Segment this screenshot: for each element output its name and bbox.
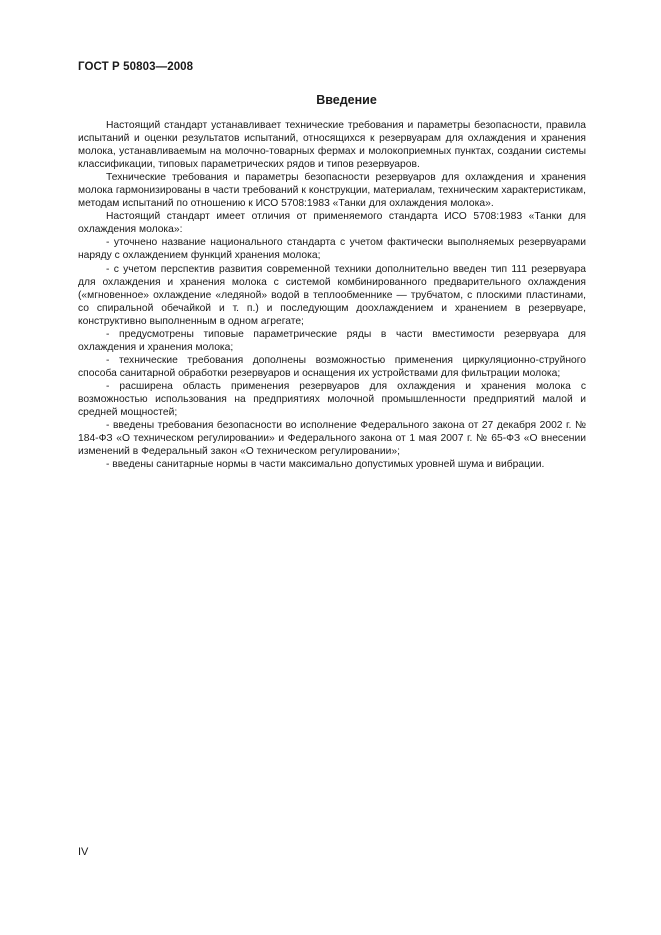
paragraph: Технические требования и параметры безопасности резервуаров для охлаждения и хранения молока гармонизированы в части требований к конструкции, материалам, техническим характеристикам, методам испытаний по отношению к ИСО 5708:1983 «Танки для охлаждения молока». — [78, 172, 586, 210]
list-item: - введены санитарные нормы в части максимально допустимых уровней шума и вибрации. — [106, 459, 545, 471]
page-number: IV — [78, 846, 89, 858]
section-title: Введение — [316, 93, 377, 107]
document-header: ГОСТ Р 50803—2008 — [78, 61, 194, 73]
list-item: - предусмотрены типовые параметрические ряды в части вместимости резервуара для охлаждения и хранения молока; — [78, 328, 586, 353]
list-item: - введены требования безопасности во исполнение Федерального закона от 27 декабря 2002 г. № 184-ФЗ «О техническом регулировании» и Федерального закона от 1 мая 2007 г. № 65-ФЗ «О внесении изменений в Федеральный закон «О техническом регулировании»; — [78, 420, 586, 458]
paragraph: Настоящий стандарт имеет отличия от применяемого стандарта ИСО 5708:1983 «Танки для охлаждения молока»: — [78, 211, 586, 236]
body-text — [78, 119, 586, 471]
paragraph: Настоящий стандарт устанавливает технические требования и параметры безопасности, правила испытаний и оценки результатов испытаний, относящихся к резервуарам для охлаждения и хранения молока, устанавливаемым на молочно-товарных фермах и молокоприемных пунктах, создании системы классификации, типовых параметрических рядов и типов резервуаров. — [78, 120, 586, 171]
list-item: - уточнено название национального стандарта с учетом фактически выполняемых резервуарами наряду с охлаждением функций хранения молока; — [78, 237, 586, 262]
list-item: - расширена область применения резервуаров для охлаждения и хранения молока с возможностью использования на предприятиях молочной промышленности предприятий малой и средней мощностей; — [78, 380, 586, 419]
list-item: - с учетом перспектив развития современной техники дополнительно введен тип 111 резервуара для охлаждения и хранения молока с системой комбинированного предварительного охлаждения («мгновенное» охлаждение «ледяной» водой в теплообменнике — трубчатом, с плоскими пластинами, со спиральной обечайкой и т. п.) и последующим доохлаждением и хранением в резервуаре, конструктивно выполненным в одном агрегате; — [78, 263, 586, 327]
list-item: - технические требования дополнены возможностью применения циркуляционно-струйного способа санитарной обработки резервуаров и оснащения их устройствами для фильтрации молока; — [78, 354, 586, 379]
